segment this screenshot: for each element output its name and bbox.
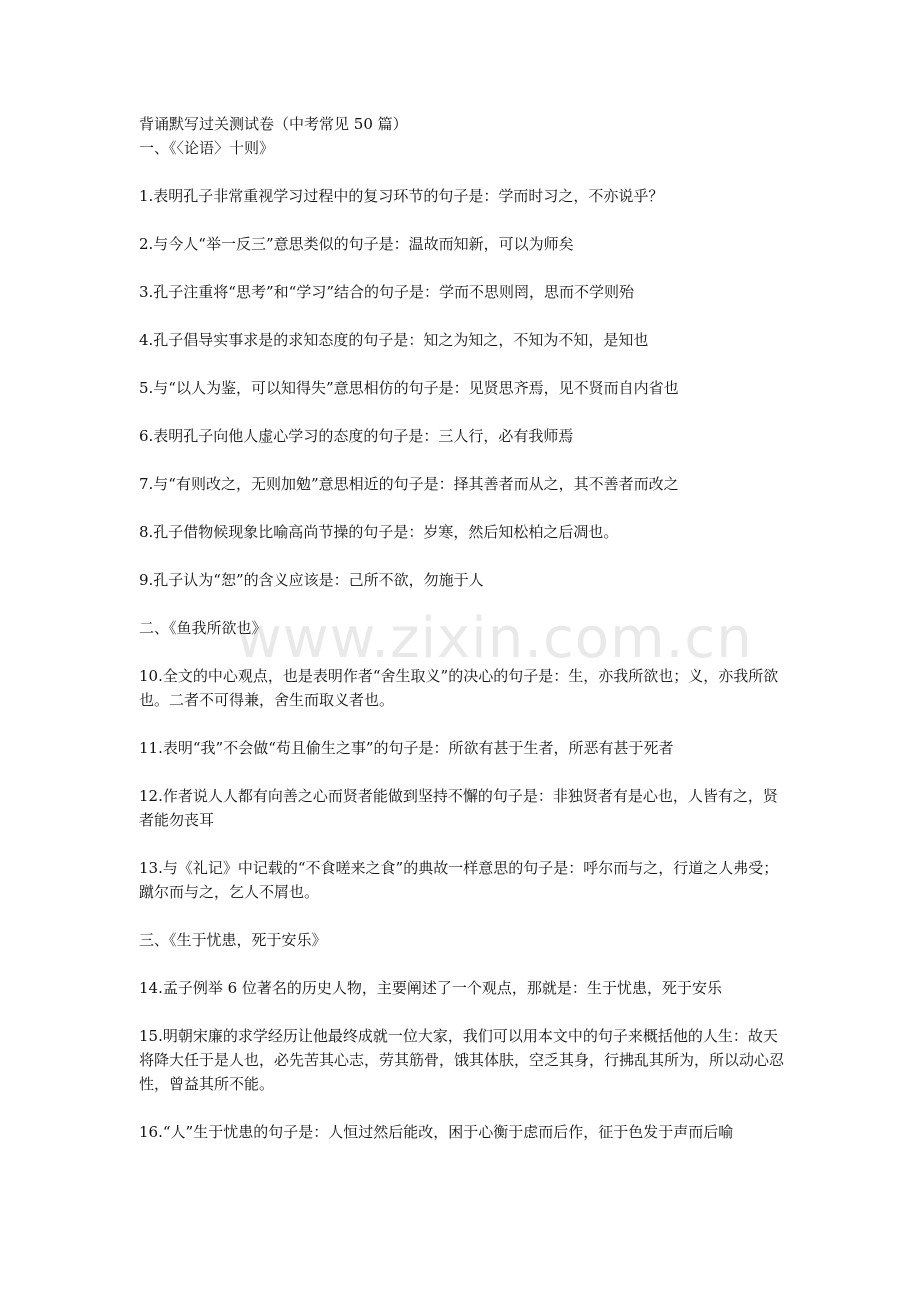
spacer bbox=[139, 496, 784, 520]
question-item: 11.表明“我”不会做“苟且偷生之事”的句子是：所欲有甚于生者，所恶有甚于死者 bbox=[139, 739, 674, 757]
spacer bbox=[139, 1000, 784, 1024]
spacer bbox=[139, 832, 784, 856]
question-item: 5.与“以人为鉴，可以知得失”意思相仿的句子是：见贤思齐焉，见不贤而自内省也 bbox=[139, 379, 679, 397]
question-item: 13.与《礼记》中记载的“不食嗟来之食”的典故一样意思的句子是：呼尔而与之，行道之人弗受；蹴尔而与之，乞人不屑也。 bbox=[139, 859, 779, 901]
spacer bbox=[139, 304, 784, 328]
question-item: 6.表明孔子向他人虚心学习的态度的句子是：三人行，必有我师焉 bbox=[139, 427, 574, 445]
spacer bbox=[139, 592, 784, 616]
question-item: 1.表明孔子非常重视学习过程中的复习环节的句子是：学而时习之，不亦说乎？ bbox=[139, 187, 664, 205]
section-heading: 一、《〈论语〉十则》 bbox=[139, 139, 275, 157]
document-page bbox=[139, 112, 784, 1144]
watermark: www.zixin.com.cn bbox=[236, 606, 753, 671]
spacer bbox=[139, 448, 784, 472]
question-item: 4.孔子倡导实事求是的求知态度的句子是：知之为知之，不知为不知，是知也 bbox=[139, 331, 649, 349]
question-item: 7.与“有则改之，无则加勉”意思相近的句子是：择其善者而从之，其不善者而改之 bbox=[139, 475, 679, 493]
spacer bbox=[139, 712, 784, 736]
spacer bbox=[139, 640, 784, 664]
spacer bbox=[139, 952, 784, 976]
question-item: 12.作者说人人都有向善之心而贤者能做到坚持不懈的句子是：非独贤者有是心也，人皆有之，贤者能勿丧耳 bbox=[139, 787, 778, 829]
question-item: 8.孔子借物候现象比喻高尚节操的句子是：岁寒，然后知松柏之后凋也。 bbox=[139, 523, 619, 541]
question-item: 3.孔子注重将“思考”和“学习”结合的句子是：学而不思则罔，思而不学则殆 bbox=[139, 283, 634, 301]
question-item: 16.“人”生于忧患的句子是：人恒过然后能改，困于心衡于虑而后作，征于色发于声而后喻 bbox=[139, 1123, 734, 1141]
spacer bbox=[139, 904, 784, 928]
spacer bbox=[139, 544, 784, 568]
spacer bbox=[139, 256, 784, 280]
section-heading: 二、《鱼我所欲也》 bbox=[139, 619, 267, 637]
spacer bbox=[139, 400, 784, 424]
question-item: 9.孔子认为“恕”的含义应该是：己所不欲，勿施于人 bbox=[139, 571, 484, 589]
document-title: 背诵默写过关测试卷（中考常见 50 篇） bbox=[139, 115, 408, 133]
spacer bbox=[139, 352, 784, 376]
question-item: 2.与今人“举一反三”意思类似的句子是：温故而知新，可以为师矣 bbox=[139, 235, 574, 253]
spacer bbox=[139, 160, 784, 184]
question-item: 10.全文的中心观点，也是表明作者“舍生取义”的决心的句子是：生，亦我所欲也；义，亦我所欲也。二者不可得兼，舍生而取义者也。 bbox=[139, 667, 779, 709]
question-item: 15.明朝宋廉的求学经历让他最终成就一位大家，我们可以用本文中的句子来概括他的人生：故天将降大任于是人也，必先苦其心志，劳其筋骨，饿其体肤，空乏其身，行拂乱其所为，所以动心忍性，曾益其所不能。 bbox=[139, 1027, 785, 1093]
section-heading: 三、《生于忧患，死于安乐》 bbox=[139, 931, 327, 949]
spacer bbox=[139, 1096, 784, 1120]
spacer bbox=[139, 760, 784, 784]
spacer bbox=[139, 208, 784, 232]
question-item: 14.孟子例举 6 位著名的历史人物，主要阐述了一个观点，那就是：生于忧患，死于安乐 bbox=[139, 979, 722, 997]
